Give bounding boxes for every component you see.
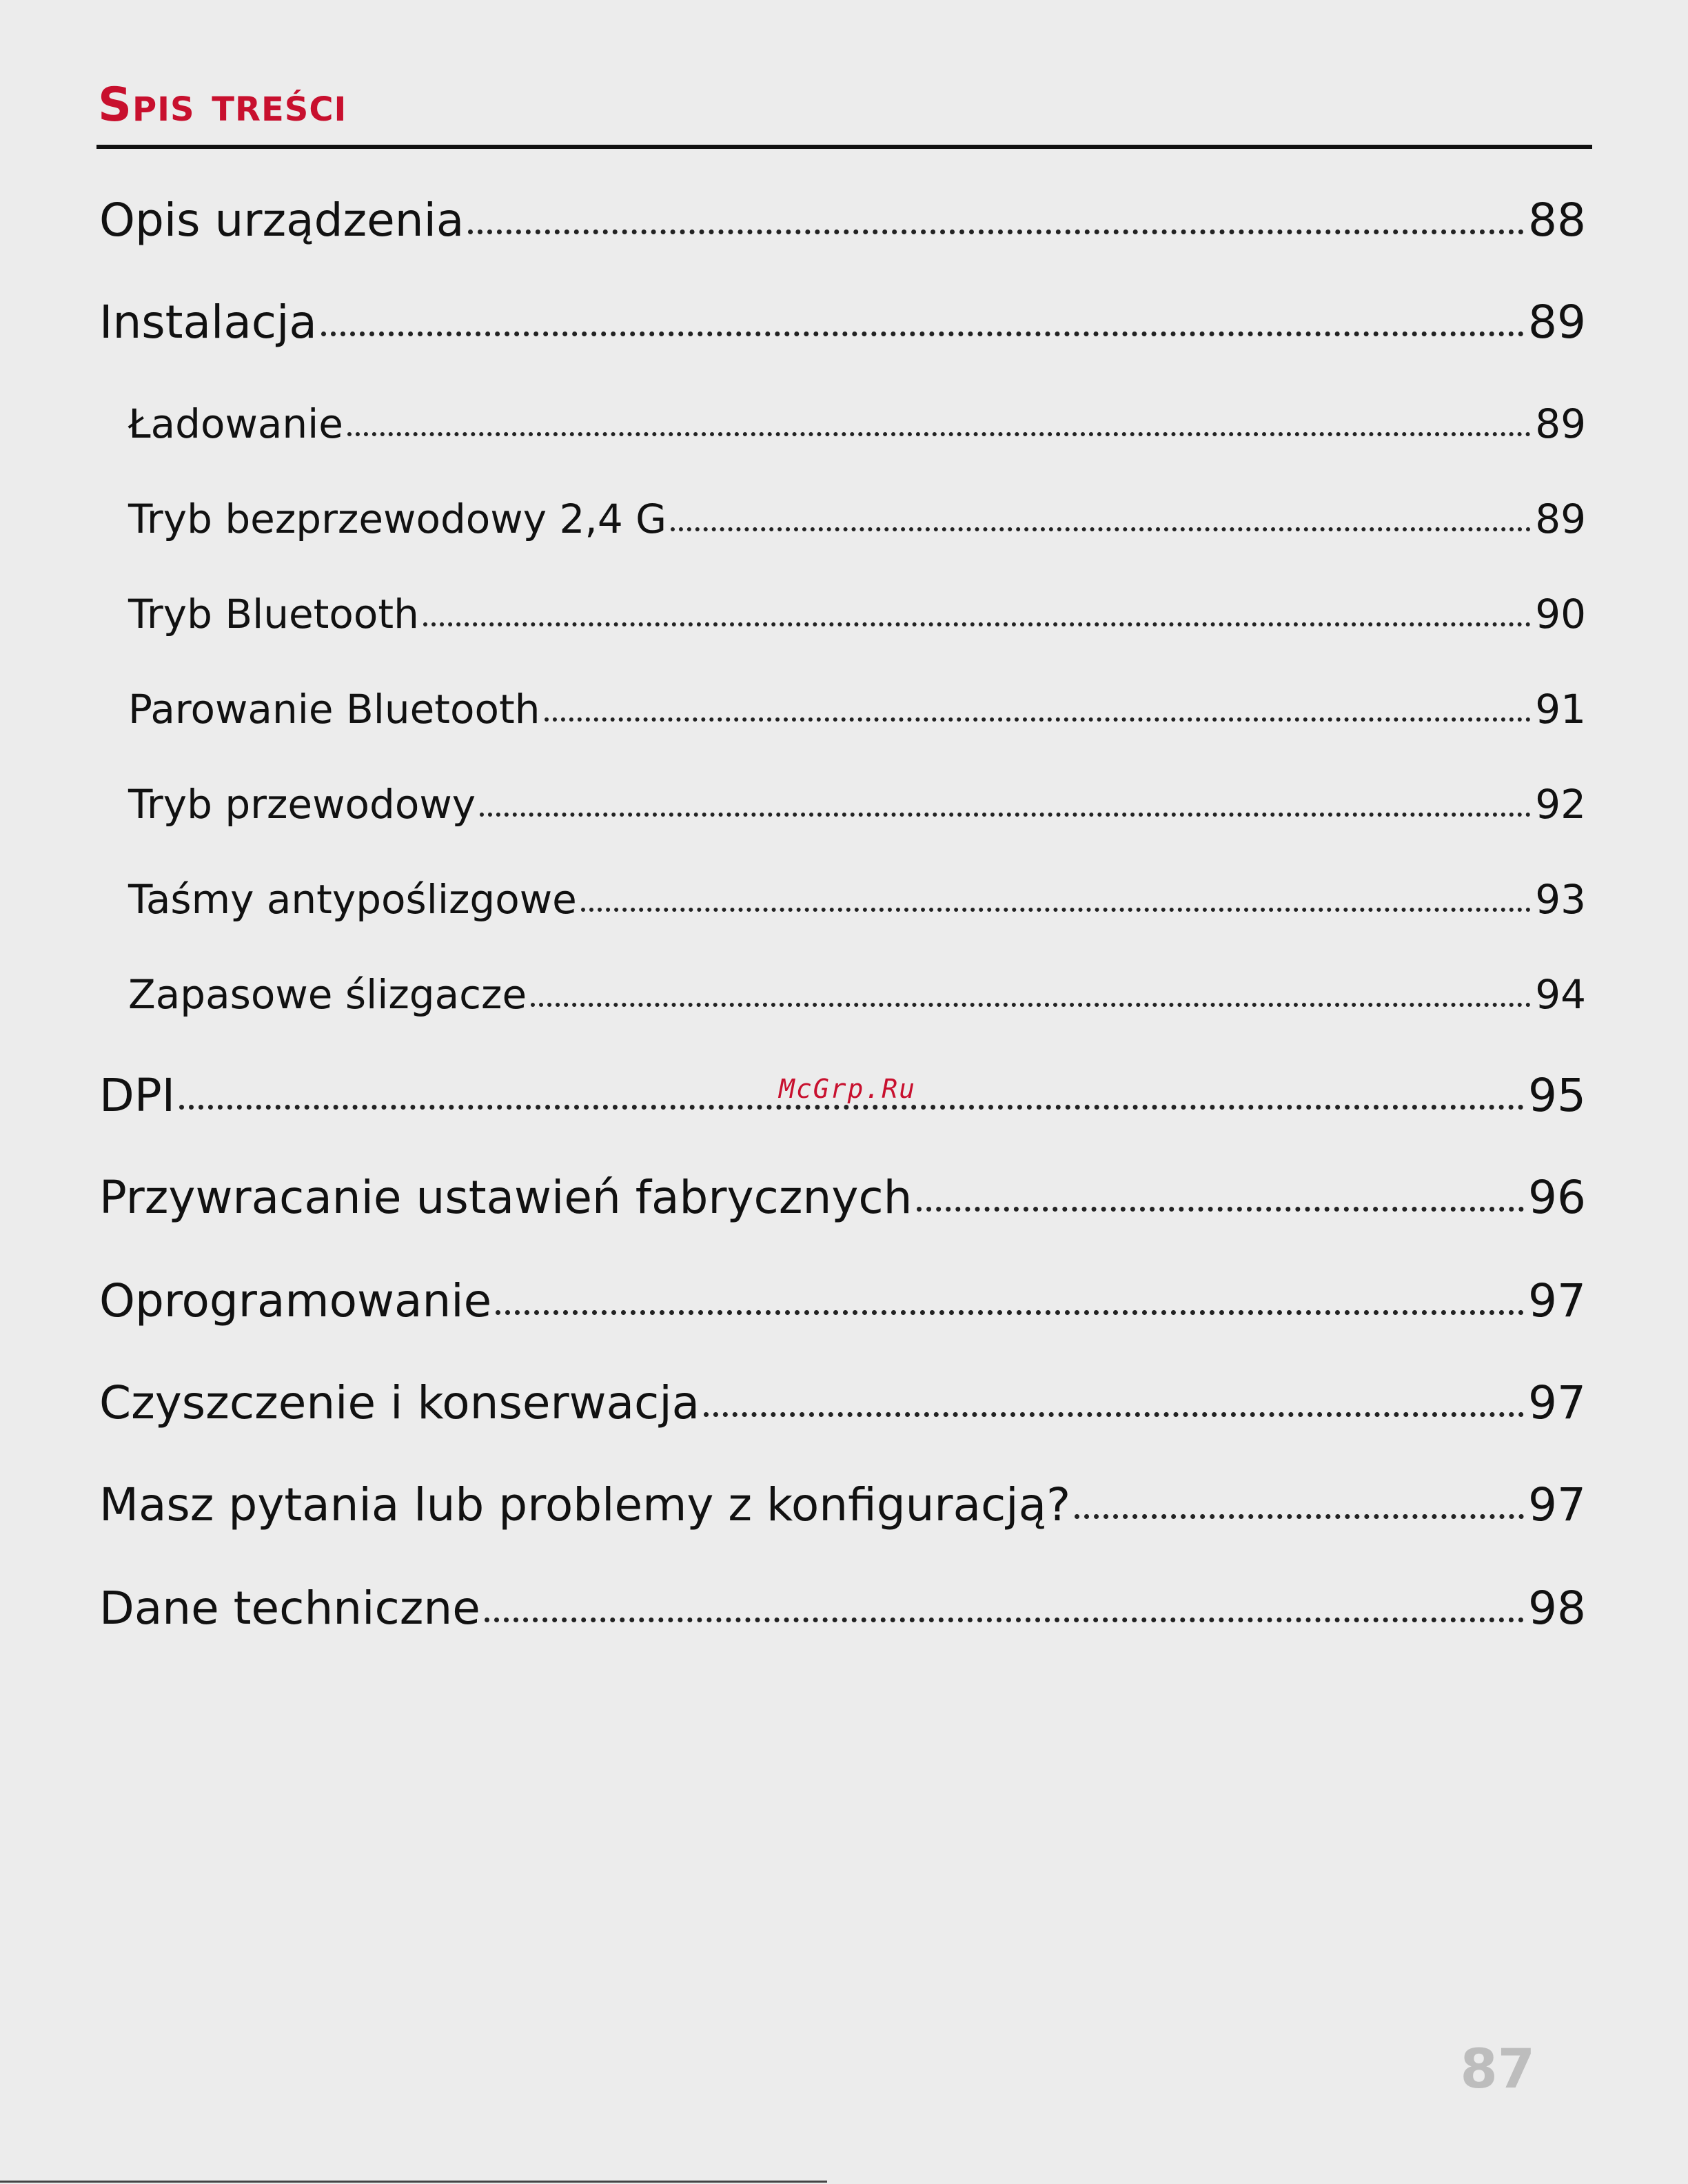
toc-entry-tryb-przewodowy[interactable] <box>128 773 1586 835</box>
toc-entry-parowanie-bluetooth[interactable] <box>128 678 1586 740</box>
toc-entry-page: 89 <box>1528 296 1586 349</box>
dot-leader <box>671 488 1531 550</box>
toc-entry-label: Dane techniczne <box>99 1582 480 1635</box>
toc-entry-opis-urzadzenia[interactable] <box>99 186 1586 255</box>
toc-entry-page: 91 <box>1535 686 1586 733</box>
dot-leader <box>917 1163 1525 1232</box>
toc-entry-page: 89 <box>1535 496 1586 542</box>
toc-entry-page: 97 <box>1528 1478 1586 1531</box>
dot-leader <box>347 393 1531 455</box>
dot-leader <box>480 773 1531 835</box>
toc-entry-label: Instalacja <box>99 296 317 349</box>
toc-entry-page: 93 <box>1535 876 1586 923</box>
toc-entry-ladowanie[interactable] <box>128 393 1586 455</box>
toc-entry-label: Czyszczenie i konserwacja <box>99 1376 700 1429</box>
bottom-edge-line <box>0 2181 827 2183</box>
dot-leader <box>321 288 1524 357</box>
watermark-text: McGrp.Ru <box>779 1074 917 1104</box>
toc-entry-label: Tryb Bluetooth <box>128 591 419 637</box>
toc-entry-tasmy-antyposlizgowe[interactable] <box>128 868 1586 930</box>
page-title: Spis treści <box>98 78 347 132</box>
toc-entry-page: 92 <box>1535 781 1586 828</box>
toc-entry-tryb-bluetooth[interactable] <box>128 583 1586 645</box>
toc-entry-label: Tryb bezprzewodowy 2,4 G <box>128 496 667 542</box>
dot-leader <box>545 678 1532 740</box>
dot-leader <box>423 583 1531 645</box>
toc-entry-przywracanie-ustawien[interactable] <box>99 1163 1586 1232</box>
toc-entry-page: 96 <box>1528 1171 1586 1224</box>
toc-entry-label: Opis urządzenia <box>99 194 465 247</box>
dot-leader <box>485 1574 1524 1643</box>
toc-entry-label: Tryb przewodowy <box>128 781 476 828</box>
toc-entry-zapasowe-slizgacze[interactable] <box>128 963 1586 1025</box>
toc-entry-instalacja[interactable] <box>99 288 1586 357</box>
toc-entry-page: 98 <box>1528 1582 1586 1635</box>
toc-entry-label: DPI <box>99 1069 176 1122</box>
toc-entry-page: 95 <box>1528 1069 1586 1122</box>
toc-entry-oprogramowanie[interactable] <box>99 1267 1586 1336</box>
title-divider <box>96 145 1592 149</box>
toc-entry-label: Zapasowe ślizgacze <box>128 971 527 1018</box>
toc-entry-label: Masz pytania lub problemy z konfiguracją? <box>99 1478 1071 1531</box>
dot-leader <box>1075 1471 1524 1540</box>
toc-entry-label: Parowanie Bluetooth <box>128 686 540 733</box>
dot-leader <box>581 868 1531 930</box>
page-number: 87 <box>1460 2039 1535 2101</box>
toc-entry-page: 97 <box>1528 1274 1586 1327</box>
dot-leader <box>496 1267 1524 1336</box>
toc-entry-label: Taśmy antypoślizgowe <box>128 876 577 923</box>
dot-leader <box>468 186 1524 255</box>
dot-leader <box>531 963 1531 1025</box>
toc-entry-page: 88 <box>1528 194 1586 247</box>
toc-entry-page: 97 <box>1528 1376 1586 1429</box>
toc-entry-masz-pytania[interactable] <box>99 1471 1586 1540</box>
toc-entry-tryb-bezprzewodowy[interactable] <box>128 488 1586 550</box>
toc-entry-label: Oprogramowanie <box>99 1274 492 1327</box>
toc-entry-page: 90 <box>1535 591 1586 637</box>
toc-entry-page: 89 <box>1535 400 1586 447</box>
toc-entry-dane-techniczne[interactable] <box>99 1574 1586 1643</box>
toc-entry-czyszczenie[interactable] <box>99 1369 1586 1438</box>
toc-entry-label: Przywracanie ustawień fabrycznych <box>99 1171 913 1224</box>
toc-entry-page: 94 <box>1535 971 1586 1018</box>
dot-leader <box>704 1369 1524 1438</box>
toc-entry-label: Ładowanie <box>128 400 343 447</box>
